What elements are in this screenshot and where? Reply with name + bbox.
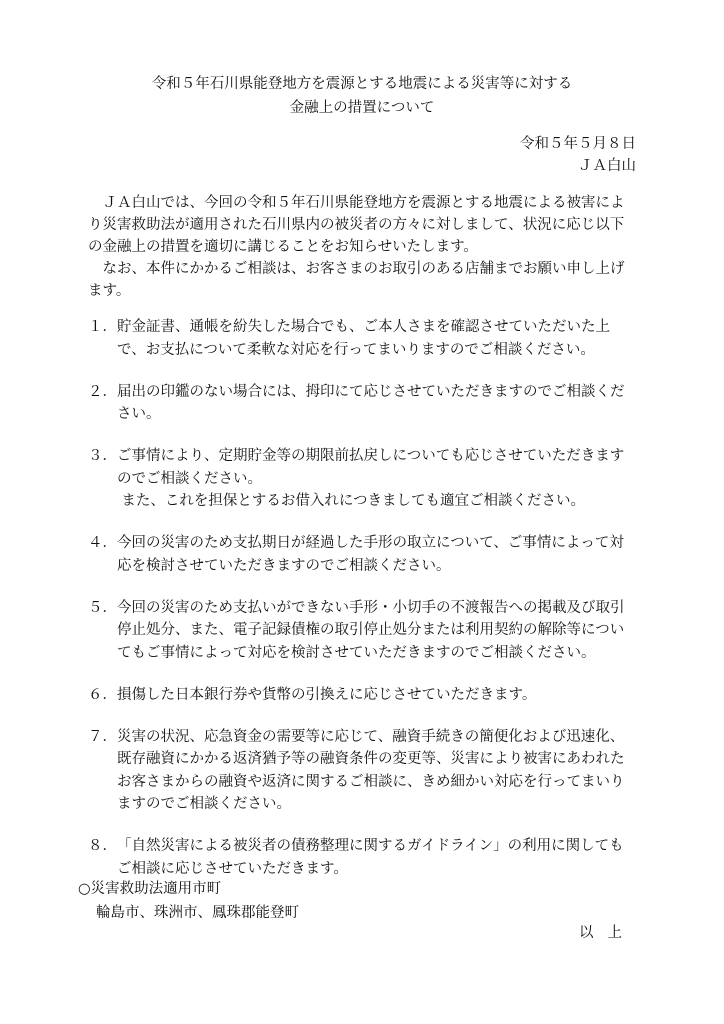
title-line-1: 令和５年石川県能登地方を震源とする地震による災害等に対する — [151, 76, 573, 92]
list-item — [88, 381, 638, 426]
document-title — [0, 72, 724, 120]
item-text: 災害の状況、応急資金の需要等に応じて、融資手続きの簡便化および迅速化、既存融資にかかる返済猶予等の融資条件の変更等、災害により被害にあわれたお客さまからの融資や返済に関するご相談に、きめ細かい対応を行ってまいりますのでご相談ください。 — [117, 728, 625, 812]
item-subtext: また、これを担保とするお借入れにつきましても適宜ご相談ください。 — [121, 493, 586, 509]
intro-paragraph-1: ＪＡ白山では、今回の令和５年石川県能登地方を震源とする地震による被害により災害救助法が適用された石川県内の被災者の方々に対しまして、状況に応じ以下の金融上の措置を適切に講じることをお知らせいたします。 — [88, 195, 625, 255]
title-line-2: 金融上の措置について — [289, 100, 435, 116]
item-number: ５． — [88, 599, 117, 616]
measures-list — [88, 316, 638, 900]
item-number: １． — [88, 319, 117, 335]
item-number: ２． — [88, 383, 117, 400]
item-text: 今回の災害のため支払いができない手形・小切手の不渡報告への掲載及び取引停止処分、また、電子記録債権の取引停止処分または利用契約の解除等についてもご事情によって対応を検討させていただきますのでご相談ください。 — [117, 599, 625, 661]
item-text: 届出の印鑑のない場合には、拇印にて応じさせていただきますのでご相談ください。 — [117, 383, 625, 422]
item-text: 損傷した日本銀行券や貨幣の引換えに応じさせていただきます。 — [117, 686, 537, 703]
list-item — [88, 726, 638, 816]
list-item — [88, 316, 638, 361]
applicable-areas-list: 輪島市、珠洲市、鳳珠郡能登町 — [96, 905, 299, 921]
closing-mark: 以上 — [579, 925, 636, 941]
list-item — [88, 532, 638, 577]
document-meta — [520, 133, 636, 177]
item-text: 貯金証書、通帳を紛失した場合でも、ご本人さまを確認させていただいた上で、お支払について柔軟な対応を行ってまいりますのでご相談ください。 — [117, 319, 610, 358]
list-item — [88, 835, 638, 880]
item-text: ご事情により、定期貯金等の期限前払戻しについても応じさせていただきますのでご相談ください。 — [117, 448, 625, 487]
item-text: 「自然災害による被災者の債務整理に関するガイドライン」の利用に関してもご相談に応じさせていただきます。 — [117, 838, 624, 877]
list-item — [88, 445, 638, 513]
item-number: ６． — [88, 686, 117, 703]
item-text: 今回の災害のため支払期日が経過した手形の取立について、ご事情によって対応を検討させていただきますのでご相談ください。 — [117, 535, 624, 574]
document-issuer: ＪＡ白山 — [578, 158, 636, 174]
applicable-areas — [78, 877, 299, 925]
intro-section — [88, 192, 636, 302]
item-number: ４． — [88, 535, 117, 551]
applicable-areas-heading: ○災害救助法適用市町 — [78, 881, 222, 897]
item-number: ７． — [88, 728, 117, 745]
item-number: ３． — [88, 448, 117, 464]
intro-paragraph-2: なお、本件にかかるご相談は、お客さまのお取引のある店舗までお願い申し上げます。 — [88, 261, 625, 299]
list-item — [88, 597, 638, 665]
document-date: 令和５年５月８日 — [520, 136, 636, 152]
item-number: ８． — [88, 838, 117, 854]
list-item — [88, 684, 638, 707]
